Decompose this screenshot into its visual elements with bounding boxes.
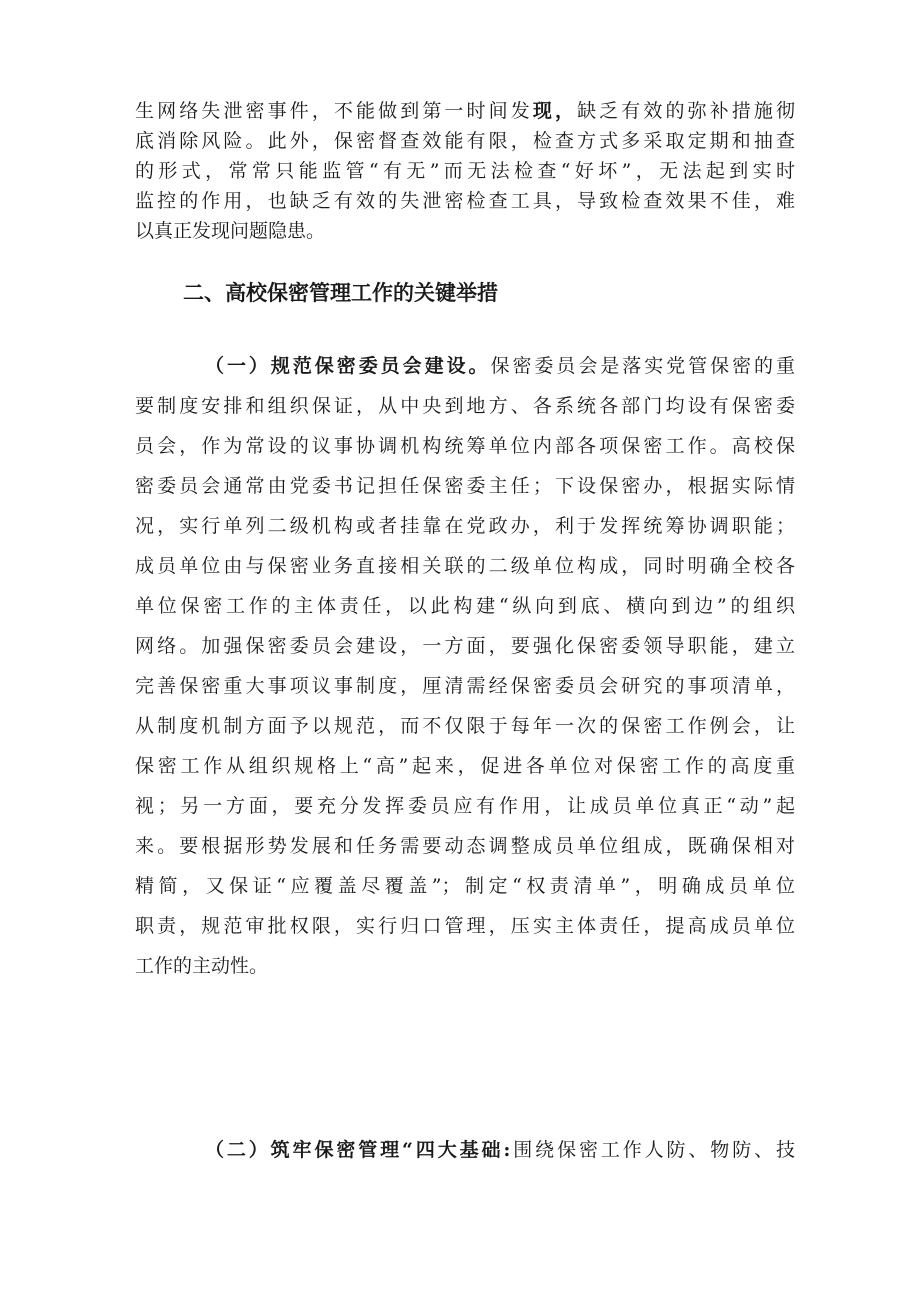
text-line: 要制度安排和组织保证，从中央到地方、各系统各部门均设有保密委 — [135, 395, 795, 417]
text-line — [135, 186, 795, 216]
text-line: 员会，作为常设的议事协调机构统筹单位内部各项保密工作。高校保 — [135, 435, 795, 457]
text-line — [135, 96, 795, 126]
text-line — [135, 126, 795, 156]
subheading-bold: （二）筑牢保密管理“四大基础: — [205, 1139, 511, 1161]
text-line — [135, 216, 325, 246]
text-run: 保密委员会是落实党管保密的重 — [490, 355, 795, 377]
text-line: 密委员会通常由党委书记担任保密委主任；下设保密办，根据实际情 — [135, 475, 795, 497]
text-line: 网络。加强保密委员会建设，一方面，要强化保密委领导职能，建立 — [135, 635, 795, 657]
bold-text-run: 现， — [532, 100, 578, 122]
text-line — [205, 1130, 795, 1170]
text-line: 保密工作从组织规格上“高”起来，促进各单位对保密工作的高度重 — [135, 755, 795, 777]
section-heading: 二、高校保密管理工作的关键举措 — [183, 280, 498, 305]
text-line: 来。要根据形势发展和任务需要动态调整成员单位组成，既确保相对 — [135, 835, 795, 857]
text-line — [135, 156, 795, 186]
text-line — [205, 346, 795, 386]
text-line: 成员单位由与保密业务直接相关联的二级单位构成，同时明确全校各 — [135, 555, 795, 577]
text-run: 以真正发现问题隐患。 — [135, 220, 326, 242]
text-line: 视；另一方面，要充分发挥委员应有作用，让成员单位真正“动”起 — [135, 795, 795, 817]
text-run: 缺乏有效的弥补措施彻 — [577, 100, 795, 122]
text-run: 生网络失泄密事件，不能做到第一时间发 — [135, 100, 533, 122]
text-line: 精简，又保证“应覆盖尽覆盖”；制定“权责清单”，明确成员单位 — [135, 875, 795, 897]
text-line: 工作的主动性。 — [135, 955, 269, 977]
text-line: 况，实行单列二级机构或者挂靠在党政办，利于发挥统筹协调职能； — [135, 515, 795, 537]
text-run: 围绕保密工作人防、物防、技 — [510, 1139, 795, 1161]
text-run: 监控的作用，也缺乏有效的失泄密检查工具，导致检查效果不佳，难 — [135, 190, 795, 212]
text-line: 单位保密工作的主体责任，以此构建“纵向到底、横向到边”的组织 — [135, 595, 795, 617]
text-run: 底消除风险。此外，保密督查效能有限，检查方式多采取定期和抽查 — [135, 130, 795, 152]
text-line: 职责，规范审批权限，实行归口管理，压实主体责任，提高成员单位 — [135, 915, 795, 937]
text-line: 从制度机制方面予以规范，而不仅限于每年一次的保密工作例会，让 — [135, 715, 795, 737]
subheading-bold: （一）规范保密委员会建设。 — [205, 355, 491, 377]
text-line: 完善保密重大事项议事制度，厘清需经保密委员会研究的事项清单， — [135, 675, 795, 697]
text-run: 的形式，常常只能监管“有无”而无法检查“好坏”，无法起到实时 — [135, 160, 795, 182]
